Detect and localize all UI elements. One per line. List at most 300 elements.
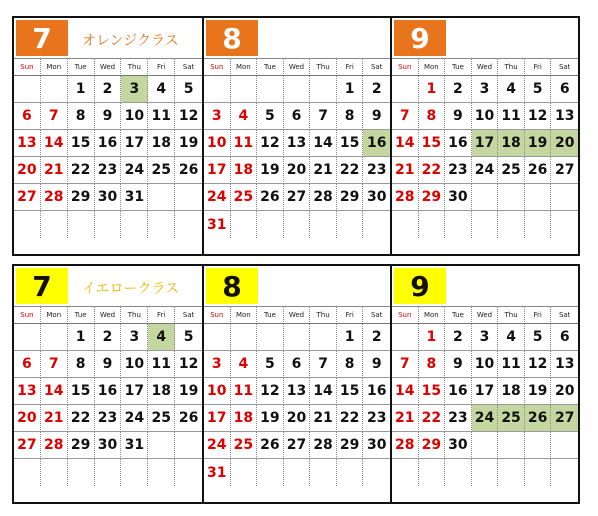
- weekday-label: Sun: [204, 307, 231, 324]
- empty-cell: [257, 76, 284, 103]
- empty-cell: [231, 459, 258, 486]
- day-cell: 5: [257, 103, 284, 130]
- empty-cell: [257, 459, 284, 486]
- empty-cell: [392, 211, 419, 238]
- day-cell: 26: [525, 157, 552, 184]
- day-cell: 1: [337, 76, 364, 103]
- day-cell: 22: [68, 405, 95, 432]
- month-header: [204, 18, 390, 59]
- month-header: [392, 266, 578, 307]
- empty-cell: [472, 432, 499, 459]
- day-cell: 19: [175, 130, 202, 157]
- month-number: 7: [16, 20, 68, 56]
- weekday-label: Fri: [337, 59, 364, 76]
- day-cell: 26: [175, 405, 202, 432]
- empty-cell: [525, 211, 552, 238]
- day-cell: 10: [204, 378, 231, 405]
- day-cell: 1: [419, 76, 446, 103]
- day-cell: 21: [310, 405, 337, 432]
- empty-cell: [95, 459, 122, 486]
- empty-cell: [551, 184, 578, 211]
- day-cell: 13: [284, 378, 311, 405]
- day-cell: 4: [148, 324, 175, 351]
- day-cell: 15: [68, 130, 95, 157]
- empty-cell: [525, 184, 552, 211]
- empty-cell: [498, 184, 525, 211]
- day-grid: [14, 59, 202, 238]
- day-cell: 22: [419, 405, 446, 432]
- day-cell: 30: [445, 432, 472, 459]
- day-cell: 28: [392, 432, 419, 459]
- day-cell: 8: [68, 351, 95, 378]
- day-cell: 8: [337, 103, 364, 130]
- day-cell: 3: [121, 324, 148, 351]
- day-cell: 20: [284, 405, 311, 432]
- empty-cell: [121, 459, 148, 486]
- day-cell: 2: [95, 324, 122, 351]
- day-cell: 14: [41, 130, 68, 157]
- day-cell: 25: [148, 405, 175, 432]
- day-cell: 19: [175, 378, 202, 405]
- day-cell: 26: [525, 405, 552, 432]
- day-cell: 13: [14, 130, 41, 157]
- day-cell: 28: [41, 184, 68, 211]
- day-cell: 17: [121, 130, 148, 157]
- day-cell: 9: [445, 351, 472, 378]
- month-number: 7: [16, 268, 68, 304]
- day-cell: 11: [148, 351, 175, 378]
- day-cell: 10: [121, 103, 148, 130]
- weekday-label: Sat: [551, 307, 578, 324]
- weekday-label: Wed: [95, 307, 122, 324]
- day-cell: 21: [310, 157, 337, 184]
- day-cell: 1: [337, 324, 364, 351]
- day-cell: 19: [257, 405, 284, 432]
- day-cell: 29: [68, 184, 95, 211]
- empty-cell: [419, 459, 446, 486]
- day-cell: 24: [121, 405, 148, 432]
- day-cell: 4: [498, 324, 525, 351]
- day-cell: 15: [337, 130, 364, 157]
- day-cell: 18: [498, 378, 525, 405]
- day-cell: 23: [363, 405, 390, 432]
- month-header: [392, 18, 578, 59]
- empty-cell: [14, 76, 41, 103]
- weekday-label: Sun: [392, 59, 419, 76]
- empty-cell: [257, 211, 284, 238]
- day-cell: 31: [204, 459, 231, 486]
- day-grid: [392, 59, 578, 238]
- day-cell: 24: [472, 157, 499, 184]
- empty-cell: [257, 324, 284, 351]
- day-cell: 31: [204, 211, 231, 238]
- empty-cell: [337, 211, 364, 238]
- day-cell: 14: [310, 378, 337, 405]
- weekday-label: Thu: [121, 59, 148, 76]
- weekday-label: Fri: [525, 307, 552, 324]
- day-cell: 12: [525, 103, 552, 130]
- day-cell: 7: [41, 351, 68, 378]
- day-cell: 26: [257, 432, 284, 459]
- day-cell: 21: [41, 405, 68, 432]
- day-cell: 24: [472, 405, 499, 432]
- day-cell: 22: [337, 157, 364, 184]
- day-cell: 13: [551, 351, 578, 378]
- day-cell: 15: [337, 378, 364, 405]
- day-cell: 4: [498, 76, 525, 103]
- day-cell: 13: [14, 378, 41, 405]
- day-cell: 20: [551, 378, 578, 405]
- empty-cell: [41, 324, 68, 351]
- weekday-label: Wed: [95, 59, 122, 76]
- weekday-label: Sat: [363, 59, 390, 76]
- day-cell: 6: [14, 103, 41, 130]
- day-cell: 30: [95, 184, 122, 211]
- empty-cell: [310, 459, 337, 486]
- day-cell: 7: [310, 351, 337, 378]
- day-cell: 19: [525, 378, 552, 405]
- day-cell: 12: [257, 130, 284, 157]
- empty-cell: [525, 432, 552, 459]
- empty-cell: [231, 76, 258, 103]
- month-number: 9: [394, 268, 446, 304]
- day-cell: 22: [337, 405, 364, 432]
- day-cell: 11: [231, 378, 258, 405]
- day-cell: 8: [419, 103, 446, 130]
- empty-cell: [337, 459, 364, 486]
- day-cell: 15: [419, 378, 446, 405]
- month-header: [14, 266, 202, 307]
- day-cell: 6: [551, 324, 578, 351]
- empty-cell: [392, 459, 419, 486]
- day-cell: 2: [95, 76, 122, 103]
- month-panel: [390, 18, 578, 254]
- day-cell: 17: [472, 378, 499, 405]
- day-cell: 4: [148, 76, 175, 103]
- day-cell: 5: [257, 351, 284, 378]
- weekday-label: Fri: [525, 59, 552, 76]
- day-cell: 13: [551, 103, 578, 130]
- empty-cell: [472, 459, 499, 486]
- day-cell: 23: [445, 157, 472, 184]
- day-cell: 30: [363, 432, 390, 459]
- day-cell: 16: [363, 378, 390, 405]
- day-cell: 11: [498, 103, 525, 130]
- day-cell: 20: [551, 130, 578, 157]
- day-cell: 27: [284, 432, 311, 459]
- empty-cell: [231, 324, 258, 351]
- empty-cell: [472, 211, 499, 238]
- weekday-label: Wed: [472, 307, 499, 324]
- weekday-label: Thu: [310, 59, 337, 76]
- empty-cell: [284, 324, 311, 351]
- weekday-label: Sat: [363, 307, 390, 324]
- day-cell: 28: [41, 432, 68, 459]
- day-cell: 23: [445, 405, 472, 432]
- day-cell: 14: [392, 378, 419, 405]
- day-cell: 25: [231, 184, 258, 211]
- day-cell: 16: [95, 130, 122, 157]
- day-cell: 18: [148, 378, 175, 405]
- day-cell: 31: [121, 432, 148, 459]
- day-cell: 5: [175, 324, 202, 351]
- month-panel: [202, 18, 390, 254]
- empty-cell: [445, 459, 472, 486]
- weekday-label: Mon: [41, 307, 68, 324]
- day-cell: 21: [392, 157, 419, 184]
- weekday-label: Tue: [445, 307, 472, 324]
- day-cell: 27: [551, 405, 578, 432]
- weekday-label: Thu: [498, 59, 525, 76]
- month-number: 9: [394, 20, 446, 56]
- day-cell: 3: [204, 103, 231, 130]
- day-cell: 7: [41, 103, 68, 130]
- day-cell: 3: [472, 324, 499, 351]
- day-cell: 30: [363, 184, 390, 211]
- day-cell: 11: [231, 130, 258, 157]
- empty-cell: [95, 211, 122, 238]
- month-header: [204, 266, 390, 307]
- empty-cell: [284, 211, 311, 238]
- day-cell: 12: [175, 351, 202, 378]
- empty-cell: [498, 211, 525, 238]
- day-cell: 20: [284, 157, 311, 184]
- day-cell: 3: [204, 351, 231, 378]
- weekday-label: Mon: [231, 307, 258, 324]
- empty-cell: [148, 459, 175, 486]
- day-grid: [204, 307, 390, 486]
- day-cell: 12: [525, 351, 552, 378]
- empty-cell: [310, 76, 337, 103]
- day-cell: 5: [175, 76, 202, 103]
- day-cell: 26: [175, 157, 202, 184]
- day-cell: 15: [419, 130, 446, 157]
- empty-cell: [392, 324, 419, 351]
- day-cell: 24: [121, 157, 148, 184]
- empty-cell: [148, 211, 175, 238]
- empty-cell: [231, 211, 258, 238]
- empty-cell: [14, 459, 41, 486]
- day-cell: 7: [392, 351, 419, 378]
- day-cell: 29: [337, 184, 364, 211]
- day-cell: 3: [121, 76, 148, 103]
- weekday-label: Sat: [551, 59, 578, 76]
- day-cell: 17: [472, 130, 499, 157]
- empty-cell: [498, 459, 525, 486]
- weekday-label: Wed: [472, 59, 499, 76]
- day-cell: 21: [41, 157, 68, 184]
- day-cell: 28: [310, 184, 337, 211]
- day-cell: 3: [472, 76, 499, 103]
- day-cell: 18: [231, 405, 258, 432]
- day-cell: 18: [231, 157, 258, 184]
- day-cell: 14: [392, 130, 419, 157]
- day-cell: 7: [310, 103, 337, 130]
- day-cell: 24: [204, 184, 231, 211]
- empty-cell: [175, 432, 202, 459]
- day-cell: 23: [95, 405, 122, 432]
- day-cell: 10: [472, 103, 499, 130]
- empty-cell: [41, 211, 68, 238]
- weekday-label: Sat: [175, 307, 202, 324]
- day-cell: 17: [204, 405, 231, 432]
- class-name: イエロークラス: [82, 281, 180, 297]
- day-cell: 8: [419, 351, 446, 378]
- day-cell: 5: [525, 324, 552, 351]
- day-cell: 17: [121, 378, 148, 405]
- weekday-label: Tue: [257, 307, 284, 324]
- day-cell: 19: [257, 157, 284, 184]
- empty-cell: [498, 432, 525, 459]
- day-cell: 6: [284, 103, 311, 130]
- day-cell: 9: [363, 103, 390, 130]
- month-panel: [14, 18, 202, 254]
- day-cell: 2: [363, 324, 390, 351]
- weekday-label: Wed: [284, 307, 311, 324]
- day-cell: 30: [445, 184, 472, 211]
- day-cell: 1: [68, 324, 95, 351]
- empty-cell: [14, 211, 41, 238]
- day-cell: 17: [204, 157, 231, 184]
- day-cell: 26: [257, 184, 284, 211]
- day-cell: 28: [310, 432, 337, 459]
- empty-cell: [121, 211, 148, 238]
- empty-cell: [175, 184, 202, 211]
- day-cell: 27: [284, 184, 311, 211]
- day-cell: 10: [472, 351, 499, 378]
- day-cell: 12: [257, 378, 284, 405]
- month-panel: [390, 266, 578, 502]
- empty-cell: [419, 211, 446, 238]
- day-cell: 16: [445, 378, 472, 405]
- empty-cell: [363, 459, 390, 486]
- month-number: 8: [206, 20, 258, 56]
- day-cell: 11: [148, 103, 175, 130]
- day-cell: 8: [68, 103, 95, 130]
- class-name: オレンジクラス: [82, 33, 179, 49]
- day-cell: 27: [14, 432, 41, 459]
- weekday-label: Thu: [310, 307, 337, 324]
- day-cell: 6: [14, 351, 41, 378]
- day-cell: 23: [363, 157, 390, 184]
- empty-cell: [41, 459, 68, 486]
- empty-cell: [41, 76, 68, 103]
- day-cell: 25: [231, 432, 258, 459]
- day-cell: 16: [445, 130, 472, 157]
- day-cell: 24: [204, 432, 231, 459]
- month-panel: [202, 266, 390, 502]
- day-cell: 30: [95, 432, 122, 459]
- month-panel: [14, 266, 202, 502]
- empty-cell: [148, 184, 175, 211]
- day-cell: 12: [175, 103, 202, 130]
- empty-cell: [14, 324, 41, 351]
- day-cell: 14: [41, 378, 68, 405]
- weekday-label: Mon: [419, 59, 446, 76]
- day-cell: 14: [310, 130, 337, 157]
- weekday-label: Fri: [148, 307, 175, 324]
- weekday-label: Sun: [392, 307, 419, 324]
- day-cell: 22: [419, 157, 446, 184]
- weekday-label: Sun: [204, 59, 231, 76]
- weekday-label: Mon: [231, 59, 258, 76]
- weekday-label: Tue: [68, 307, 95, 324]
- day-cell: 15: [68, 378, 95, 405]
- day-cell: 16: [363, 130, 390, 157]
- weekday-label: Thu: [121, 307, 148, 324]
- empty-cell: [148, 432, 175, 459]
- empty-cell: [175, 211, 202, 238]
- empty-cell: [445, 211, 472, 238]
- day-grid: [14, 307, 202, 486]
- empty-cell: [204, 76, 231, 103]
- day-cell: 18: [148, 130, 175, 157]
- month-header: [14, 18, 202, 59]
- day-grid: [392, 307, 578, 486]
- empty-cell: [204, 324, 231, 351]
- day-cell: 10: [204, 130, 231, 157]
- empty-cell: [175, 459, 202, 486]
- day-cell: 7: [392, 103, 419, 130]
- weekday-label: Sun: [14, 59, 41, 76]
- day-cell: 20: [14, 157, 41, 184]
- day-cell: 2: [445, 324, 472, 351]
- day-grid: [204, 59, 390, 238]
- day-cell: 20: [14, 405, 41, 432]
- empty-cell: [551, 459, 578, 486]
- empty-cell: [68, 211, 95, 238]
- empty-cell: [392, 76, 419, 103]
- empty-cell: [551, 211, 578, 238]
- empty-cell: [284, 76, 311, 103]
- weekday-label: Sun: [14, 307, 41, 324]
- day-cell: 9: [95, 103, 122, 130]
- day-cell: 11: [498, 351, 525, 378]
- day-cell: 27: [14, 184, 41, 211]
- day-cell: 18: [498, 130, 525, 157]
- weekday-label: Fri: [148, 59, 175, 76]
- empty-cell: [551, 432, 578, 459]
- day-cell: 9: [95, 351, 122, 378]
- weekday-label: Mon: [419, 307, 446, 324]
- day-cell: 31: [121, 184, 148, 211]
- empty-cell: [472, 184, 499, 211]
- day-cell: 6: [284, 351, 311, 378]
- empty-cell: [310, 211, 337, 238]
- day-cell: 23: [95, 157, 122, 184]
- day-cell: 29: [337, 432, 364, 459]
- class-calendar-orange: [12, 16, 580, 256]
- day-cell: 29: [419, 184, 446, 211]
- day-cell: 1: [68, 76, 95, 103]
- day-cell: 21: [392, 405, 419, 432]
- weekday-label: Wed: [284, 59, 311, 76]
- day-cell: 4: [231, 103, 258, 130]
- day-cell: 19: [525, 130, 552, 157]
- weekday-label: Fri: [337, 307, 364, 324]
- day-cell: 22: [68, 157, 95, 184]
- day-cell: 25: [148, 157, 175, 184]
- day-cell: 13: [284, 130, 311, 157]
- day-cell: 2: [363, 76, 390, 103]
- weekday-label: Tue: [445, 59, 472, 76]
- day-cell: 5: [525, 76, 552, 103]
- day-cell: 9: [445, 103, 472, 130]
- month-number: 8: [206, 268, 258, 304]
- day-cell: 8: [337, 351, 364, 378]
- day-cell: 25: [498, 405, 525, 432]
- empty-cell: [310, 324, 337, 351]
